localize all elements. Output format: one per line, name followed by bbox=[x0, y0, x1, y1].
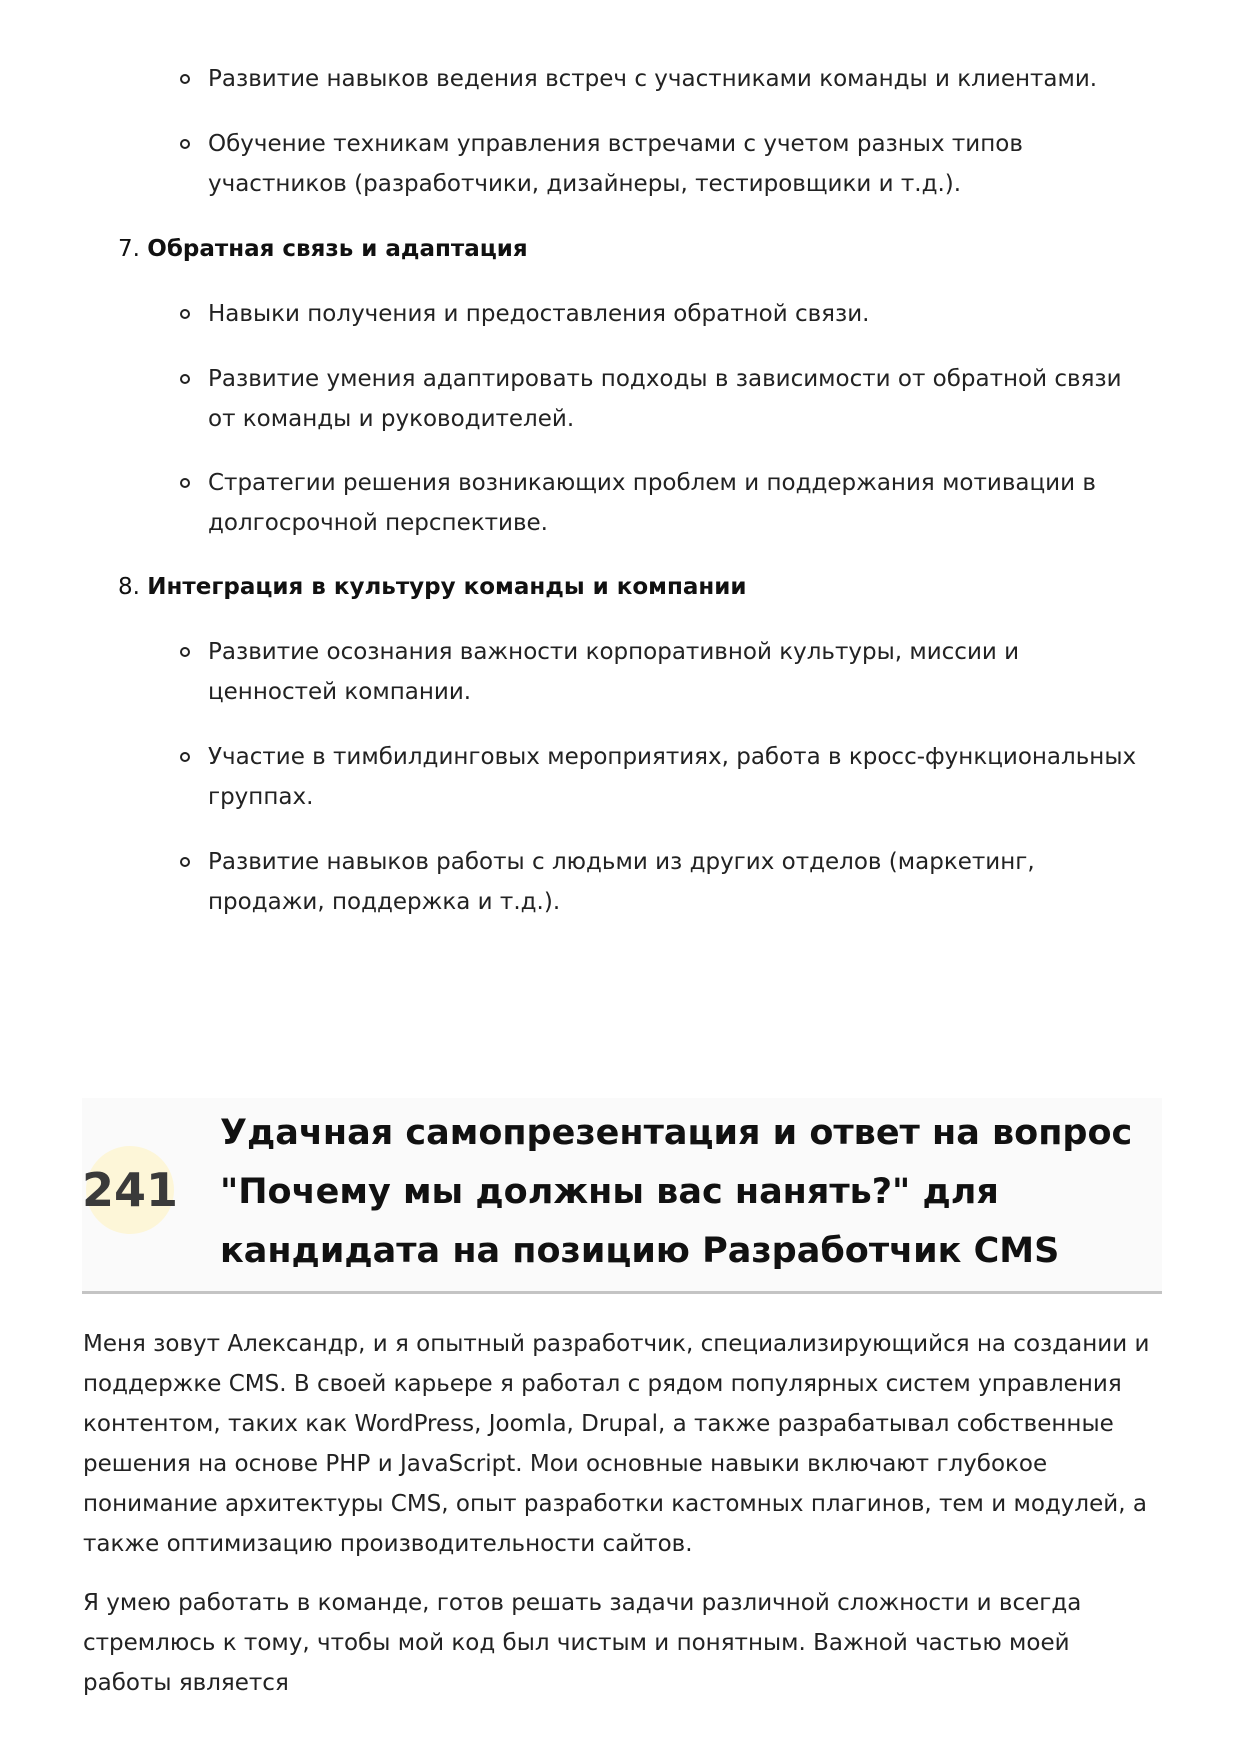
numbered-heading-7 bbox=[118, 229, 528, 269]
list-bullet bbox=[180, 309, 190, 319]
list-number: 7. bbox=[118, 236, 140, 262]
numbered-heading-8 bbox=[118, 567, 747, 607]
list-item: Стратегии решения возникающих проблем и поддержания мотивации в долгосрочной перспективе. bbox=[208, 470, 1096, 536]
list-item: Обучение техникам управления встречами с учетом разных типов участников (разработчики, дизайнеры, тестировщики и т.д.). bbox=[208, 131, 1023, 197]
list-number: 8. bbox=[118, 574, 140, 600]
list-bullet bbox=[180, 374, 190, 384]
list-item: Развитие навыков работы с людьми из других отделов (маркетинг, продажи, поддержка и т.д.). bbox=[208, 849, 1035, 915]
list-item: Участие в тимбилдинговых мероприятиях, работа в кросс-функциональных группах. bbox=[208, 744, 1137, 810]
list-item: Развитие умения адаптировать подходы в зависимости от обратной связи от команды и руководителей. bbox=[208, 366, 1122, 432]
list-item: Развитие навыков ведения встреч с участниками команды и клиентами. bbox=[208, 66, 1098, 92]
list-bullet bbox=[180, 139, 190, 149]
list-bullet bbox=[180, 857, 190, 867]
list-bullet bbox=[180, 478, 190, 488]
body-paragraph: Меня зовут Александр, и я опытный разработчик, специализирующийся на создании и поддержке CMS. В своей карьере я работал с рядом популярных систем управления контентом, таких как WordPress, Joomla, Drupal, а также разрабатывал собственные решения на основе PHP и JavaScript. Мои основные навыки включают глубокое понимание архитектуры CMS, опыт разработки кастомных плагинов, тем и модулей, а также оптимизацию производительности сайтов. bbox=[83, 1331, 1150, 1557]
chapter-title: Удачная самопрезентация и ответ на вопрос "Почему мы должны вас нанять?" для кандидата на позицию Разработчик CMS bbox=[220, 1113, 1133, 1271]
list-bullet bbox=[180, 74, 190, 84]
list-bullet bbox=[180, 752, 190, 762]
list-item: Развитие осознания важности корпоративной культуры, миссии и ценностей компании. bbox=[208, 639, 1020, 705]
body-paragraph: Я умею работать в команде, готов решать задачи различной сложности и всегда стремлюсь к тому, чтобы мой код был чистым и понятным. Важной частью моей работы является bbox=[83, 1590, 1082, 1696]
list-bullet bbox=[180, 647, 190, 657]
list-title: Интеграция в культуру команды и компании bbox=[147, 574, 747, 600]
list-item: Навыки получения и предоставления обратной связи. bbox=[208, 301, 870, 327]
list-title: Обратная связь и адаптация bbox=[147, 236, 528, 262]
chapter-number: 241 bbox=[81, 1163, 179, 1217]
